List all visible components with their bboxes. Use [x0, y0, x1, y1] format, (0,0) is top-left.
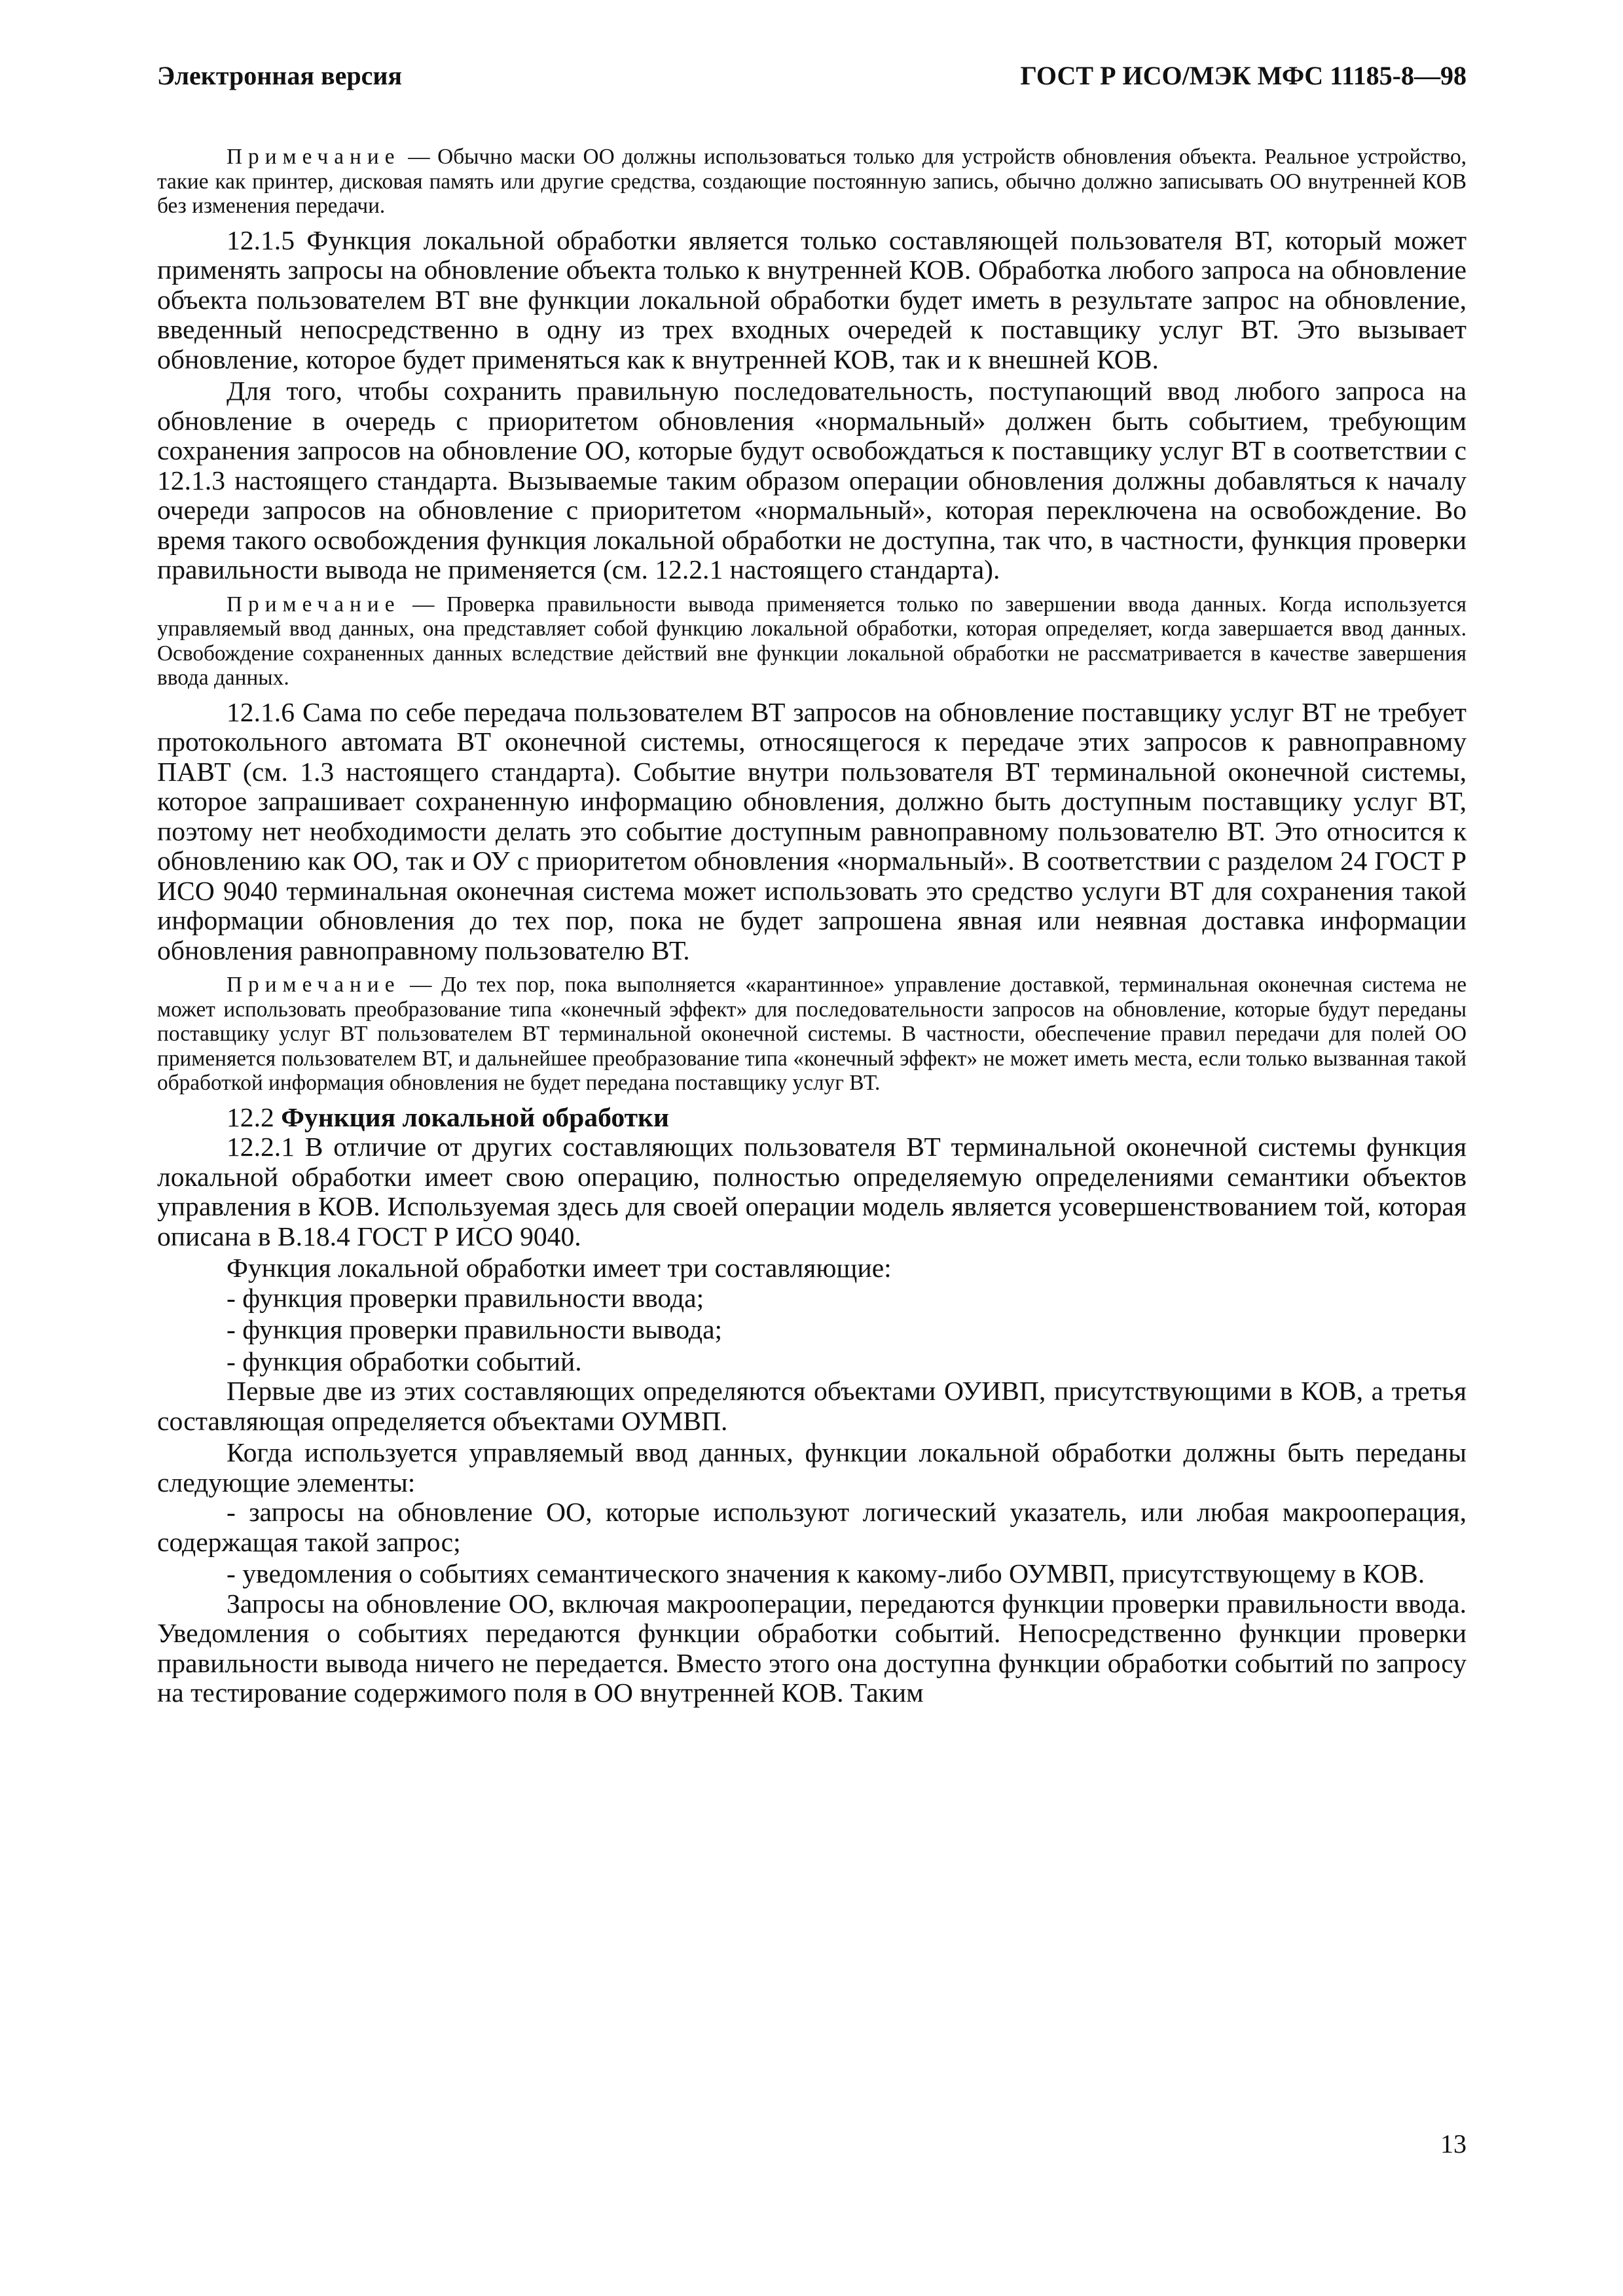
header-edition-label: Электронная версия — [157, 61, 403, 90]
note-label: Примечание — [227, 592, 401, 617]
paragraph-sequence: Для того, чтобы сохранить правильную последовательность, поступающий ввод любого запроса на обновление в очередь с приоритетом обновления «нормальный» должен быть событием, требующим сохранения запросов на обновление ОО, которые будут освобождаться к поставщику услуг ВТ в соответствии с 12.1.3 настоящего стандарта. Вызываемые таким образом операции обновления должны добавляться к началу очереди запросов на обновление с приоритетом «нормальный», которая переключена на освобождение. Во время такого освобождения функция локальной обработки не доступна, так что, в частности, функция проверки правильности вывода не применяется (см. 12.2.1 настоящего стандарта). — [157, 376, 1467, 584]
section-heading-12-2 — [157, 1103, 1467, 1133]
note-text: — До тех пор, пока выполняется «карантинное» управление доставкой, терминальная оконечная система не может использовать преобразование типа «конечный эффект» для последовательности запросов на обновление, которые будут переданы поставщику услуг ВТ пользователем ВТ терминальной оконечной системы. В частности, обеспечение правил передачи для полей ОО применяется пользователем ВТ, и дальнейшее преобразование типа «конечный эффект» не может иметь места, если только вызванная такой обработкой информация обновления не будет передана поставщику услуг ВТ. — [157, 973, 1467, 1095]
list-item: - функция проверки правильности ввода; — [227, 1282, 704, 1313]
paragraph-three-components: Функция локальной обработки имеет три составляющие: — [227, 1253, 892, 1283]
section-title: Функция локальной обработки — [281, 1102, 669, 1132]
paragraph-12-1-6: 12.1.6 Сама по себе передача пользователем ВТ запросов на обновление поставщику услуг ВТ не требует протокольного автомата ВТ оконечной системы, относящегося к передаче этих запросов к равноправному ПАВТ (см. 1.3 настоящего стандарта). Событие внутри пользователя ВТ терминальной оконечной системы, которое запрашивает сохраненную информацию обновления, должно быть доступным поставщику услуг ВТ, поэтому нет необходимости делать это событие доступным равноправному пользователю ВТ. Это относится к обновлению как ОО, так и ОУ с приоритетом обновления «нормальный». В соответствии с разделом 24 ГОСТ Р ИСО 9040 терминальная оконечная система может использовать это средство услуги ВТ для сохранения такой информации обновления до тех пор, пока не будет запрошена явная или неявная доставка информации обновления равноправному пользователю ВТ. — [157, 696, 1467, 965]
page-content — [157, 137, 1467, 1708]
page-number: 13 — [1440, 2129, 1467, 2159]
paragraph-managed-input: Когда используется управляемый ввод данных, функции локальной обработки должны быть переданы следующие элементы: — [157, 1437, 1467, 1498]
note-label: Примечание — [227, 973, 401, 997]
list-item: - уведомления о событиях семантического значения к какому-либо ОУМВП, присутствующему в КОВ. — [227, 1558, 1425, 1588]
note-text: — Проверка правильности вывода применяется только по завершении ввода данных. Когда используется управляемый ввод данных, она представляет собой функцию локальной обработки, которая определяет, когда завершается ввод данных. Освобождение сохраненных данных вследствие действий вне функции локальной обработки не рассматривается в качестве завершения ввода данных. — [157, 592, 1467, 690]
paragraph-update-requests: Запросы на обновление ОО, включая макрооперации, передаются функции проверки правильности ввода. Уведомления о событиях передаются функции обработки событий. Непосредственно функции проверки правильности вывода ничего не передается. Вместо этого она доступна функции обработки событий по запросу на тестирование содержимого поля в ОО внутренней КОВ. Таким — [157, 1588, 1467, 1708]
note-text: — Обычно маски ОО должны использоваться только для устройств обновления объекта. Реальное устройство, такие как принтер, дисковая память или другие средства, создающие постоянную запись, обычно должно записывать ОО внутренней КОВ без изменения передачи. — [157, 145, 1467, 218]
note-output-check — [157, 592, 1467, 691]
paragraph-first-two: Первые две из этих составляющих определяются объектами ОУИВП, присутствующими в КОВ, а третья составляющая определяется объектами ОУМВП. — [157, 1376, 1467, 1436]
note-quarantine — [157, 973, 1467, 1096]
paragraph-12-1-5: 12.1.5 Функция локальной обработки является только составляющей пользователя ВТ, который может применять запросы на обновление объекта только к внутренней КОВ. Обработка любого запроса на обновление объекта пользователем ВТ вне функции локальной обработки будет иметь в результате запрос на обновление, введенный непосредственно в одну из трех входных очередей к поставщику услуг ВТ. Это вызывает обновление, которое будет применяться как к внутренней КОВ, так и к внешней КОВ. — [157, 224, 1467, 374]
note-label: Примечание — [227, 145, 401, 169]
header-standard-code: ГОСТ Р ИСО/МЭК МФС 11185-8—98 — [1020, 61, 1467, 90]
list-item: - функция обработки событий. — [227, 1346, 582, 1376]
list-item: - функция проверки правильности вывода; — [227, 1314, 723, 1344]
list-item: - запросы на обновление ОО, которые используют логический указатель, или любая макрооперация, содержащая такой запрос; — [157, 1497, 1467, 1557]
section-number: 12.2 — [227, 1102, 274, 1132]
note-masks — [157, 145, 1467, 219]
paragraph-12-2-1: 12.2.1 В отличие от других составляющих пользователя ВТ терминальной оконечной системы функция локальной обработки имеет свою операцию, полностью определяемую определениями семантики объектов управления в КОВ. Используемая здесь для своей операции модель является усовершенствованием той, которая описана в В.18.4 ГОСТ Р ИСО 9040. — [157, 1132, 1467, 1251]
